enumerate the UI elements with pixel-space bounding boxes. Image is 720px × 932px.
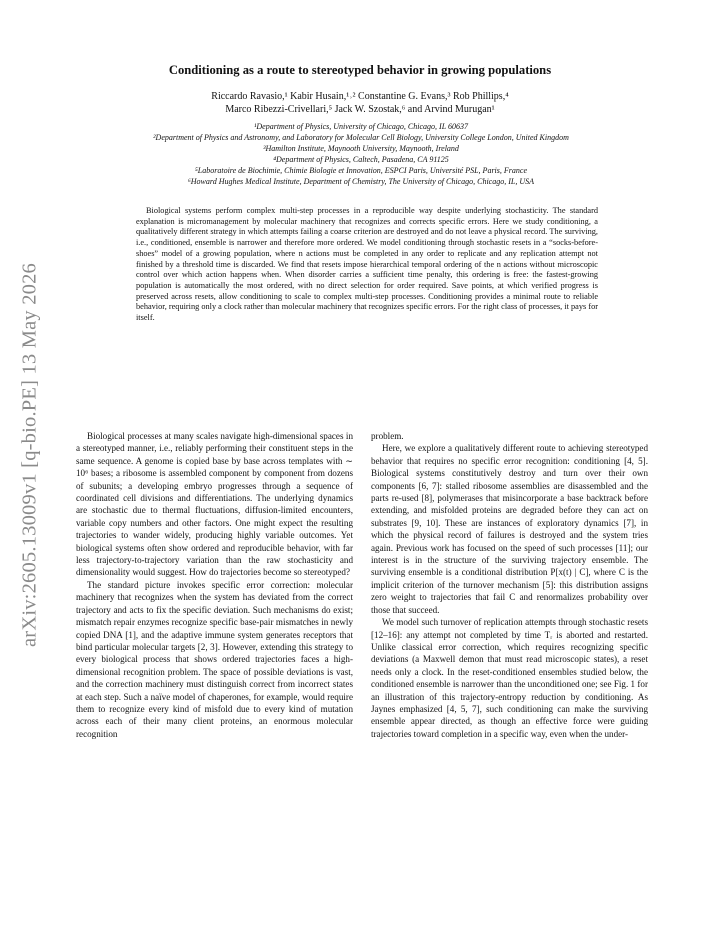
author-line: Marco Ribezzi-Crivellari,⁵ Jack W. Szostak,⁶ and Arvind Murugan¹ <box>225 104 495 115</box>
arxiv-identifier-stamp <box>8 235 52 675</box>
affiliation-list <box>46 122 676 187</box>
body-paragraph: Here, we explore a qualitatively different route to achieving stereotyped behavior that requires no specific error recognition: conditioning [4, 5]. Biological systems constitutively destroy and turn over their own components [6, 7]: stalled ribosome assemblies are disassembled and the parts re-used [8], polymerases that misincorporate a base backtrack before extending, and misfolded proteins are degraded before they can act on substrates [9, 10]. These are instances of exploratory dynamics [7], in which the physical record of failures is destroyed and the system tries again. Previous work has focused on the speed of such processes [11]; our interest is in the structure of the surviving trajectory ensemble. The surviving ensemble is a conditional distribution P[x(t) | C], where C is the implicit criterion of the turnover mechanism [5]: this distribution assigns zero weight to trajectories that fail C and renormalizes probability over those that succeed. <box>371 443 648 615</box>
affiliation: ²Department of Physics and Astronomy, and Laboratory for Molecular Cell Biology, University College London, United Kingdom <box>153 132 569 142</box>
author-line: Riccardo Ravasio,¹ Kabir Husain,¹˒² Constantine G. Evans,³ Rob Phillips,⁴ <box>211 91 509 102</box>
affiliation: ⁴Department of Physics, Caltech, Pasadena, CA 91125 <box>273 154 449 164</box>
body-paragraph: We model such turnover of replication attempts through stochastic resets [12–16]: any attempt not completed by time Tᵣ is aborted and restarted. Unlike classical error correction, which requires recognizing specific deviations (a Maxwell demon that must read microscopic states), a reset needs only a clock. In the reset-conditioned ensembles studied below, the conditioned ensemble is narrower than the unconditioned one; see Fig. 1 for an illustration of this trajectory-entropy reduction by conditioning. As Jaynes emphasized [4, 5, 7], such conditioning can make the surviving ensemble appear directed, as though an effective force were guiding trajectories toward completion in a specific way, even when the under- <box>371 617 648 739</box>
body-column-left <box>76 430 353 740</box>
affiliation: ³Hamilton Institute, Maynooth University, Maynooth, Ireland <box>263 143 459 153</box>
abstract-text: Biological systems perform complex multi-step processes in a reproducible way despite underlying stochasticity. The standard explanation is micromanagement by molecular machinery that recognizes and corrects specific errors. Here we study conditioning, a qualitatively different strategy in which attempts failing a coarse criterion are destroyed and do not leave a physical record. The surviving, i.e., conditioned, ensemble is narrower and therefore more ordered. We model conditioning through stochastic resets in a “socks-before-shoes” model of a growing population, where n actions must be completed in any order to replicate and any replication attempt not finished by a threshold time is discarded. We find that resets impose hierarchical temporal ordering of the n actions without microscopic control over which action happens when. When disorder carries a sufficient time penalty, this ordering is free: the fastest-growing population is automatically the most ordered, with no direct selection for order required. Save points, at which verified progress is preserved across resets, allow conditioning to scale to complex multi-step processes. Conditioning provides a minimal route to reliable behavior, requiring only a clock rather than molecular machinery that recognizes specific errors. For the right class of processes, it pays for itself. <box>136 206 598 323</box>
body-paragraph: Biological processes at many scales navigate high-dimensional spaces in a stereotyped manner, i.e., reliably performing their constituent steps in the same sequence. A genome is copied base by base across templates with ∼ 10⁶ bases; a ribosome is assembled component by component from dozens of subunits; a developing embryo progresses through a sequence of coordinated cell divisions and differentiations. The underlying dynamics are stochastic due to thermal fluctuations, diffusion-limited encounters, variable copy numbers and other factors. One might expect the resulting trajectories to wander widely, producing highly variable outcomes. Yet biological systems often show ordered and reproducible behavior, with far less trajectory-to-trajectory variation than the raw stochasticity and dimensionality would suggest. How do trajectories become so stereotyped? <box>76 431 353 578</box>
body-column-right <box>371 430 648 740</box>
affiliation: ¹Department of Physics, University of Chicago, Chicago, IL 60637 <box>253 122 468 131</box>
body-paragraph: problem. <box>371 431 404 441</box>
body-paragraph: The standard picture invokes specific error correction: molecular machinery that recognizes when the system has deviated from the correct trajectory and acts to fix the specific deviation. Such mechanisms do exist; mismatch repair enzymes recognize specific base-pair mismatches in newly copied DNA [1], and the adaptive immune system generates receptors that bind particular molecular targets [2, 3]. However, extending this strategy to every biological process that shows ordered trajectories faces a high-dimensional recognition problem. The space of possible deviations is vast, and the correction machinery must distinguish correct from incorrect states at each step. Such a naïve model of chaperones, for example, would require them to recognize every kind of misfold due to every kind of mutation across each of their many client proteins, an enormous molecular recognition <box>76 579 353 739</box>
affiliation: ⁵Laboratoire de Biochimie, Chimie Biologie et Innovation, ESPCI Paris, Université PSL, Paris, France <box>195 165 527 175</box>
affiliation: ⁶Howard Hughes Medical Institute, Department of Chemistry, The University of Chicago, Chicago, IL, USA <box>187 176 534 186</box>
abstract <box>136 206 598 324</box>
author-list <box>60 90 660 116</box>
arxiv-identifier[interactable]: arXiv:2605.13009v1 [q-bio.PE] 13 May 2026 <box>18 263 41 647</box>
paper-title: Conditioning as a route to stereotyped behavior in growing populations <box>168 63 552 77</box>
